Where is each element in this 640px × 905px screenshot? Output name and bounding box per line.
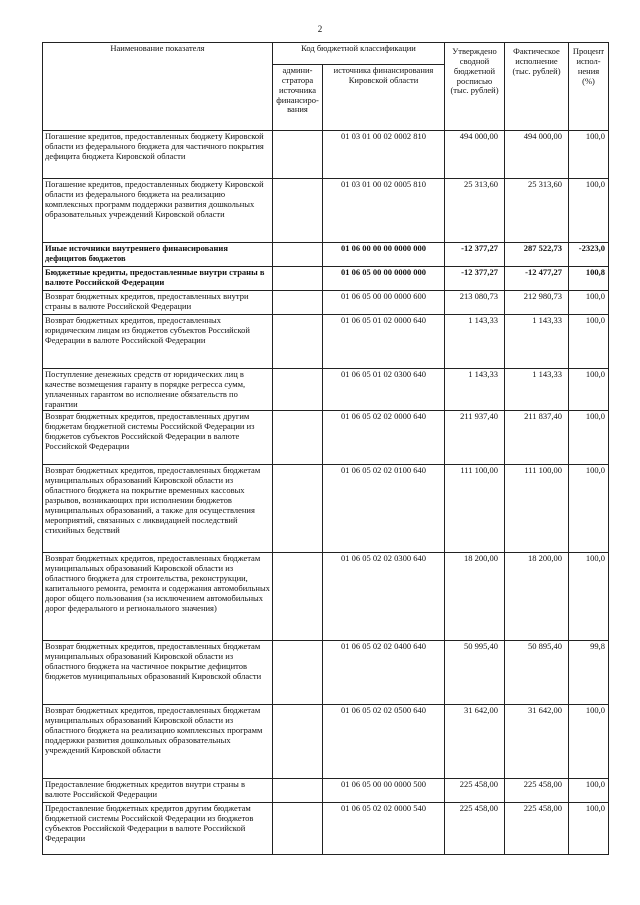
row-actual: 1 143,33 (505, 315, 569, 369)
row-source-code: 01 06 05 02 02 0000 540 (323, 803, 445, 855)
row-actual: 225 458,00 (505, 779, 569, 803)
row-admin-code (273, 411, 323, 465)
header-code-admin: админи-стратора источника финансиро-вания (273, 65, 323, 131)
row-name: Иные источники внутреннего финансирования дефицитов бюджетов (43, 243, 273, 267)
table-row (43, 465, 609, 553)
table-row (43, 131, 609, 179)
row-actual: 212 980,73 (505, 291, 569, 315)
row-actual: 18 200,00 (505, 553, 569, 641)
execution-table (42, 42, 609, 855)
row-source-code: 01 06 05 02 02 0400 640 (323, 641, 445, 705)
row-source-code: 01 03 01 00 02 0002 810 (323, 131, 445, 179)
row-percent: 100,0 (569, 779, 609, 803)
row-source-code: 01 03 01 00 02 0005 810 (323, 179, 445, 243)
header-code-source: источника финансирования Кировской области (323, 65, 445, 131)
row-source-code: 01 06 05 00 00 0000 500 (323, 779, 445, 803)
row-source-code: 01 06 05 02 02 0500 640 (323, 705, 445, 779)
header-approved: Утверждено сводной бюджетной росписью (тыс. рублей) (445, 43, 505, 131)
row-name: Возврат бюджетных кредитов, предоставленных внутри страны в валюте Российской Федерации (43, 291, 273, 315)
row-approved: 494 000,00 (445, 131, 505, 179)
row-approved: 31 642,00 (445, 705, 505, 779)
row-name: Возврат бюджетных кредитов, предоставленных бюджетам муниципальных образований Кировской области из областного бюджета на частичное покрытие дефицитов бюджетов муниципальных образований Кировской области (43, 641, 273, 705)
table-row (43, 779, 609, 803)
table-row (43, 641, 609, 705)
row-actual: 1 143,33 (505, 369, 569, 411)
row-percent: 100,0 (569, 179, 609, 243)
row-admin-code (273, 705, 323, 779)
row-actual: 31 642,00 (505, 705, 569, 779)
row-name: Предоставление бюджетных кредитов внутри страны в валюте Российской Федерации (43, 779, 273, 803)
row-admin-code (273, 179, 323, 243)
header-code-group: Код бюджетной классификации (273, 43, 445, 65)
row-admin-code (273, 779, 323, 803)
row-percent: 100,0 (569, 411, 609, 465)
row-admin-code (273, 291, 323, 315)
row-name: Возврат бюджетных кредитов, предоставленных бюджетам муниципальных образований Кировской области из областного бюджета на реализацию комплексных программ поддержки развития дошкольных образовательных учреждений Кировской области (43, 705, 273, 779)
row-source-code: 01 06 00 00 00 0000 000 (323, 243, 445, 267)
row-approved: 225 458,00 (445, 779, 505, 803)
row-percent: -2323,0 (569, 243, 609, 267)
row-actual: 494 000,00 (505, 131, 569, 179)
table-row (43, 243, 609, 267)
row-actual: 225 458,00 (505, 803, 569, 855)
row-source-code: 01 06 05 01 02 0000 640 (323, 315, 445, 369)
row-approved: 225 458,00 (445, 803, 505, 855)
row-percent: 100,0 (569, 553, 609, 641)
row-percent: 100,0 (569, 465, 609, 553)
row-name: Возврат бюджетных кредитов, предоставленных юридическим лицам из бюджетов субъектов Российской Федерации в валюте Российской Федерации (43, 315, 273, 369)
header-name: Наименование показателя (43, 43, 273, 131)
row-approved: -12 377,27 (445, 243, 505, 267)
row-source-code: 01 06 05 02 02 0000 640 (323, 411, 445, 465)
table-row (43, 315, 609, 369)
row-percent: 100,8 (569, 267, 609, 291)
row-admin-code (273, 369, 323, 411)
row-actual: 211 837,40 (505, 411, 569, 465)
row-percent: 100,0 (569, 131, 609, 179)
row-source-code: 01 06 05 02 02 0100 640 (323, 465, 445, 553)
table-row (43, 291, 609, 315)
row-name: Возврат бюджетных кредитов, предоставленных другим бюджетам бюджетной системы Российской Федерации из бюджетов субъектов Российской Федерации в валюте Российской Федерации (43, 411, 273, 465)
row-name: Возврат бюджетных кредитов, предоставленных бюджетам муниципальных образований Кировской области из областного бюджета для строительства, реконструкции, капитального ремонта, ремонта и содержания автомобильных дорог общего пользования (за исключением автомобильных дорог федерального и регионального значения) (43, 553, 273, 641)
row-admin-code (273, 641, 323, 705)
row-approved: 111 100,00 (445, 465, 505, 553)
row-approved: 50 995,40 (445, 641, 505, 705)
row-source-code: 01 06 05 02 02 0300 640 (323, 553, 445, 641)
table-row (43, 267, 609, 291)
row-percent: 100,0 (569, 315, 609, 369)
row-percent: 100,0 (569, 705, 609, 779)
row-approved: 1 143,33 (445, 315, 505, 369)
row-admin-code (273, 803, 323, 855)
table-row (43, 553, 609, 641)
row-actual: 287 522,73 (505, 243, 569, 267)
row-percent: 100,0 (569, 803, 609, 855)
header-percent: Процент испол-нения (%) (569, 43, 609, 131)
row-source-code: 01 06 05 01 02 0300 640 (323, 369, 445, 411)
row-name: Поступление денежных средств от юридических лиц в качестве возмещения гаранту в порядке регресса сумм, уплаченных гарантом во исполнение обязательств по гарантии (43, 369, 273, 411)
row-percent: 100,0 (569, 291, 609, 315)
row-approved: 18 200,00 (445, 553, 505, 641)
page-number: 2 (317, 24, 323, 34)
row-admin-code (273, 465, 323, 553)
row-admin-code (273, 267, 323, 291)
row-name: Бюджетные кредиты, предоставленные внутри страны в валюте Российской Федерации (43, 267, 273, 291)
table-body (43, 131, 609, 855)
row-actual: 50 895,40 (505, 641, 569, 705)
header-actual: Фактическое исполнение (тыс. рублей) (505, 43, 569, 131)
table-row (43, 803, 609, 855)
row-actual: 111 100,00 (505, 465, 569, 553)
row-admin-code (273, 315, 323, 369)
row-name: Погашение кредитов, предоставленных бюджету Кировской области из федерального бюджета на реализацию комплексных программ поддержки развития дошкольных образовательных учреждений Кировской области (43, 179, 273, 243)
row-source-code: 01 06 05 00 00 0000 000 (323, 267, 445, 291)
row-approved: 211 937,40 (445, 411, 505, 465)
row-admin-code (273, 243, 323, 267)
row-name: Возврат бюджетных кредитов, предоставленных бюджетам муниципальных образований Кировской области из областного бюджета на покрытие временных кассовых разрывов, возникающих при исполнении бюджетов муниципальных образований, а также для осуществления мероприятий, связанных с ликвидацией последствий стихийных бедствий (43, 465, 273, 553)
row-name: Предоставление бюджетных кредитов другим бюджетам бюджетной системы Российской Федерации из бюджетов субъектов Российской Федерации в валюте Российской Федерации (43, 803, 273, 855)
row-percent: 100,0 (569, 369, 609, 411)
row-approved: 213 080,73 (445, 291, 505, 315)
table-row (43, 179, 609, 243)
row-admin-code (273, 553, 323, 641)
row-actual: 25 313,60 (505, 179, 569, 243)
table-row (43, 411, 609, 465)
row-admin-code (273, 131, 323, 179)
row-approved: 25 313,60 (445, 179, 505, 243)
row-approved: -12 377,27 (445, 267, 505, 291)
table-row (43, 369, 609, 411)
table-row (43, 705, 609, 779)
row-name: Погашение кредитов, предоставленных бюджету Кировской области из федерального бюджета для частичного покрытия дефицита бюджета Кировской области (43, 131, 273, 179)
row-percent: 99,8 (569, 641, 609, 705)
row-actual: -12 477,27 (505, 267, 569, 291)
row-approved: 1 143,33 (445, 369, 505, 411)
row-source-code: 01 06 05 00 00 0000 600 (323, 291, 445, 315)
